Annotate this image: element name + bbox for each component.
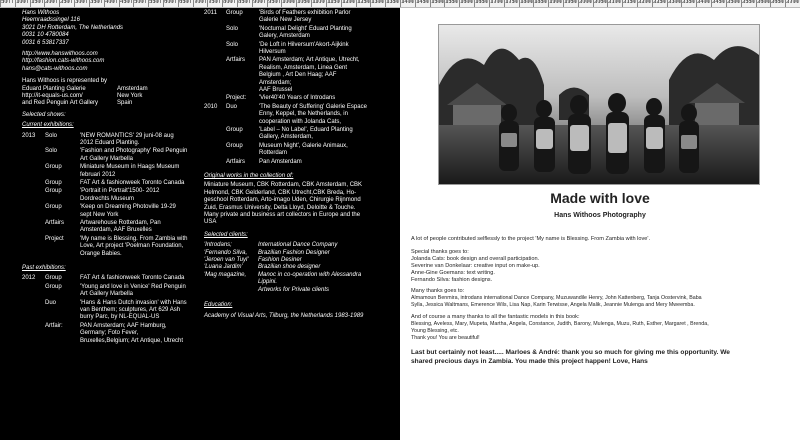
exhibition-desc: Pan Amsterdam xyxy=(259,158,302,165)
special-thanks-line: Jolanda Cats: book design and overall participation. xyxy=(411,255,540,262)
exhibition-desc: 'Keep on Dreaming Photoville 19-29 xyxy=(80,204,176,211)
exhibition-type: Artfairs xyxy=(226,158,246,165)
exhibition-desc: Germany; Foto Fever, xyxy=(80,330,139,337)
exhibition-desc: burry Parc, by NL-EQUAL-US xyxy=(80,314,160,321)
models-line: Thank you! You are beautiful! xyxy=(411,334,480,341)
exhibition-type: Duo xyxy=(45,299,57,306)
ruler-label: 1900 xyxy=(549,0,563,5)
page-subtitle: Hans Withoos Photography xyxy=(554,212,646,219)
ruler-label: 150 xyxy=(31,0,42,5)
ruler-label: 2700 xyxy=(786,0,800,5)
exhibition-desc: 'Vier40'40 Years of Introdans xyxy=(259,95,336,102)
ruler-minor-tick xyxy=(145,0,146,3)
models-heading: And of course a many thanks to all the fantastic models in this book: xyxy=(411,314,580,321)
ruler-label: 2050 xyxy=(594,0,608,5)
exhibition-desc: Galerie New Jersey xyxy=(259,17,312,24)
ruler-label: 1950 xyxy=(564,0,578,5)
collection-line: Zuid, Erasmus University, Delta Lloyd, Deloitte & Touche. xyxy=(204,204,356,211)
exhibition-type: Solo xyxy=(45,148,58,155)
represented-label: Hans Withoos is represented by xyxy=(22,78,108,85)
contact-link: http://www.hanswithoos.com xyxy=(22,51,98,57)
ruler-label: 350 xyxy=(90,0,101,5)
exhibition-desc: Miniature Museum in Haags Museum xyxy=(80,164,180,171)
ruler-label: 400 xyxy=(105,0,116,5)
ruler-minor-tick xyxy=(27,0,28,3)
exhibition-desc: Museum Night', Galerie Animaux, xyxy=(259,142,348,149)
ruler-label: 2000 xyxy=(579,0,593,5)
exhibition-desc: Galery, Amsterdam xyxy=(259,33,310,40)
closing-line: shared precious days in Zambia. You made this project happen! Love, Hans xyxy=(411,358,648,366)
ruler-label: 2150 xyxy=(623,0,637,5)
closing-line: Last but certainly not least..... Marloes & André: thank you so much for giving me this opportunity. We xyxy=(411,348,730,356)
ruler-minor-tick xyxy=(86,0,87,3)
exhibition-desc: Belgium , Art Den Haag; AAF xyxy=(259,72,337,79)
exhibition-desc: 2012 Eduard Planting. xyxy=(80,140,140,146)
ruler-label: 2600 xyxy=(757,0,771,5)
collection-line: Many private and business art collectors in Europe and the xyxy=(204,212,361,218)
exhibition-type: Group xyxy=(226,10,243,16)
special-thanks-line: Anne-Gine Goemans: text writing. xyxy=(411,269,495,276)
exhibition-desc: Rotterdam xyxy=(259,150,288,157)
client-desc: Lippini. xyxy=(258,279,278,286)
exhibition-desc: 'The Beauty of Suffering' Galerie Espace xyxy=(259,103,367,110)
gallery-name: Eduard Planting Galerie xyxy=(22,85,86,92)
exhibition-desc: Art Gallery Marbella xyxy=(80,291,134,298)
contact-line: 3021 DH Rotterdam, The Netherlands xyxy=(22,24,124,31)
exhibition-desc: FAT Art & fashionweek Toronto Canada xyxy=(80,275,185,282)
exhibition-type: Artfairs xyxy=(226,57,246,64)
ruler-label: 2100 xyxy=(608,0,622,5)
models-line: Young Blessing, etc. xyxy=(411,327,459,334)
client-name: 'Jeroen van Tuyl' xyxy=(204,257,249,263)
ruler-label: 200 xyxy=(45,0,56,5)
ruler-label: 1100 xyxy=(312,0,325,5)
exhibition-type: Solo xyxy=(45,132,58,139)
women-dancing-photo xyxy=(439,25,759,184)
exhibition-desc: Amsterdam, AAF Bruxelles xyxy=(80,227,152,234)
many-thanks-heading: Many thanks goes to: xyxy=(411,288,465,295)
education-line: Academy of Visual Arts, Tilburg, the Netherlands 1983-1989 xyxy=(204,313,364,320)
exhibition-year: 2011 xyxy=(204,10,217,16)
selected-shows-heading: Selected shows: xyxy=(22,111,66,118)
artist-name: Hans Withoos xyxy=(22,10,60,16)
ruler-minor-tick xyxy=(56,0,57,3)
ruler-label: 1050 xyxy=(297,0,311,5)
exhibition-type: Artfairs xyxy=(45,220,65,226)
contact-line: 0031 6 53817337 xyxy=(22,39,69,46)
exhibition-year: 2013 xyxy=(22,132,36,139)
ruler-minor-tick xyxy=(279,0,280,3)
exhibition-desc: 'Fashion and Photography' Red Penguin xyxy=(80,148,188,155)
ruler-label: 650 xyxy=(179,0,190,5)
ruler-label: 1550 xyxy=(445,0,459,5)
gallery-name: and Red Penguin Art Gallery xyxy=(22,100,99,107)
ruler-minor-tick xyxy=(12,0,13,3)
contact-line: Heemraadssingel 116 xyxy=(22,17,80,24)
client-name: 'Luana Jardim' xyxy=(204,264,243,271)
exhibition-type: Project xyxy=(45,235,64,242)
ruler-label: 450 xyxy=(120,0,131,5)
exhibition-type: Project: xyxy=(226,95,247,102)
client-name: 'Introdans; xyxy=(204,242,232,249)
exhibition-desc: 'My name is Blessing. From Zambia with xyxy=(80,235,188,242)
ruler-label: 500 xyxy=(134,0,145,5)
ruler-label: 600 xyxy=(164,0,175,5)
education-heading: Education: xyxy=(204,302,233,308)
left-page xyxy=(0,8,400,440)
ruler-label: 250 xyxy=(60,0,71,5)
exhibition-desc: PAN Amsterdam; AAF Hamburg, xyxy=(80,322,167,329)
exhibition-desc: Hilversum xyxy=(259,49,286,55)
ruler-label: 1800 xyxy=(520,0,534,5)
exhibition-desc: 'De Loft in Hilversum'Akort-Aijkink xyxy=(259,41,349,48)
special-thanks-line: Severine van Donkelaar: creative input on make-up. xyxy=(411,262,540,269)
exhibition-desc: 'Hans & Hans Dutch invasion' with Hans xyxy=(80,299,187,306)
special-thanks-heading: Special thanks goes to: xyxy=(411,248,469,255)
exhibition-desc: februari 2012 xyxy=(80,171,116,178)
client-desc: Brazilian shoe designer xyxy=(258,264,321,271)
ruler-label: 2250 xyxy=(653,0,667,5)
exhibition-desc: Realism, Amsterdam, Linea Gent xyxy=(259,64,348,71)
exhibition-desc: 'Label – No Label', Eduard Planting xyxy=(259,127,353,133)
exhibition-desc: FAT Art & fashionweek Toronto Canada xyxy=(80,180,185,186)
gallery-city: Spain xyxy=(117,100,133,107)
ruler-label: 1000 xyxy=(282,0,296,5)
ruler-minor-tick xyxy=(9,0,10,3)
exhibition-desc: Gallery, Amsterdam, xyxy=(259,134,313,141)
exhibition-type: Group xyxy=(45,275,62,282)
ruler-label: 1700 xyxy=(490,0,504,5)
client-desc: Artworks for Private clients xyxy=(258,286,330,293)
exhibition-type: Group xyxy=(45,164,62,171)
ruler-minor-tick xyxy=(42,0,43,3)
exhibition-desc: Orange Babies. xyxy=(80,250,122,257)
ruler-minor-tick xyxy=(131,0,132,3)
exhibition-type: Group xyxy=(45,204,62,211)
collection-line: Helmond, CBK Gelderland, CBK Utrecht,CBK Breda, Ho- xyxy=(204,189,357,196)
ruler-minor-tick xyxy=(71,0,72,3)
exhibition-desc: Artwarehouse Rotterdam, Pan xyxy=(80,220,161,226)
many-thanks-line: Sylla, Jessica Waltmans, Emerence Wils, Lisa Nap, Karin Terwisse, Angela Malik, Jeannie Mulenga and Mery Mweemba. xyxy=(411,302,695,309)
ruler-label: 2450 xyxy=(712,0,726,5)
exhibition-year: 2010 xyxy=(204,103,218,110)
collection-heading: Original works in the collection of: xyxy=(204,173,294,179)
client-desc: Brazilian Fashion Designer xyxy=(258,249,330,256)
ruler-label: 1600 xyxy=(460,0,474,5)
ruler-label: 2650 xyxy=(771,0,785,5)
exhibition-type: Duo xyxy=(226,103,238,110)
group-photo xyxy=(438,24,760,185)
ruler-label: 850 xyxy=(238,0,249,5)
exhibition-type: Solo xyxy=(226,41,239,48)
right-page xyxy=(400,8,800,440)
ruler-minor-tick xyxy=(234,0,235,3)
ruler-label: 1850 xyxy=(534,0,548,5)
exhibition-desc: Dordrechts Museum xyxy=(80,195,135,202)
contact-link: http://fashion.cats-withoos.com xyxy=(22,58,105,65)
ruler-label: 100 xyxy=(16,0,27,5)
collection-line: Miniature Museum, CBK Rotterdam, CBK Amsterdam, CBK xyxy=(204,182,363,189)
ruler-label: 2550 xyxy=(742,0,756,5)
ruler-label: 1250 xyxy=(357,0,371,5)
ruler-label: 1400 xyxy=(401,0,415,5)
clients-heading: Selected clients: xyxy=(204,231,248,238)
exhibition-desc: sept New York xyxy=(80,211,119,218)
ruler-label: 950 xyxy=(268,0,279,5)
ruler-label: 700 xyxy=(194,0,205,5)
ruler-label: 2300 xyxy=(668,0,682,5)
exhibition-type: Solo xyxy=(226,25,239,32)
gallery-city: Amsterdam xyxy=(117,85,148,92)
exhibition-desc: 'Birds of Feathers exhibition Parlor xyxy=(259,10,351,16)
ruler-label: 300 xyxy=(75,0,86,5)
ruler-label: 800 xyxy=(223,0,234,5)
exhibition-desc: Bruxelles,Belgium; Art Antique, Utrecht xyxy=(80,337,184,344)
ruler-minor-tick xyxy=(249,0,250,3)
client-desc: International Dance Company xyxy=(258,242,338,249)
collection-line: geschool Rotterdam, Arto-imago Uden, Chirurgie Rijnmond xyxy=(204,197,361,204)
ruler-label: 1150 xyxy=(327,0,340,5)
client-name: 'Fernando Silva, xyxy=(204,249,248,256)
client-desc: Manoc in co-operation with Alessandra xyxy=(258,271,362,278)
client-desc: Fashion Desiner xyxy=(258,257,302,263)
exhibition-year: 2012 xyxy=(22,275,36,282)
exhibition-type: Group xyxy=(45,188,62,195)
ruler-label: 750 xyxy=(208,0,219,5)
ruler-label: 1350 xyxy=(386,0,400,5)
ruler-label: 1650 xyxy=(475,0,489,5)
exhibition-desc: 'Portrait in Portrait'1500- 2012 xyxy=(80,188,160,195)
contact-link: hans@cats-withoos.com xyxy=(22,65,88,72)
top-ruler xyxy=(0,0,800,8)
past-exhibitions-heading: Past exhibitions: xyxy=(22,265,66,271)
ruler-label: 1750 xyxy=(505,0,519,5)
exhibition-desc: Love, Art project 'Poelman Foundation, xyxy=(80,243,184,250)
exhibition-type: Group xyxy=(226,127,243,133)
models-line: Blessing, Aveless, Mary, Mupeta, Martha, Angela, Constance, Judith, Barony, Mulenga, Muzu, Ruth, Esther, Margaret , Brenda, xyxy=(411,321,709,327)
contact-line: 0031 10 4780084 xyxy=(22,32,69,39)
ruler-label: 1500 xyxy=(431,0,445,5)
ruler-label: 2200 xyxy=(638,0,652,5)
ruler-label: 2400 xyxy=(697,0,711,5)
special-thanks-line: Fernando Silva: fashion designs. xyxy=(411,276,493,283)
ruler-label: 550 xyxy=(149,0,160,5)
intro-text: A lot of people contributed selflessly to the project 'My name is Blessing. From Zambia with love'. xyxy=(411,236,651,242)
client-name: 'Mag magazine, xyxy=(204,271,247,278)
current-exhibitions-heading: Current exhibitions: xyxy=(22,122,74,129)
exhibition-type: Artfair: xyxy=(45,322,63,329)
exhibition-desc: PAN Amsterdam; Art Antique, Utrecht, xyxy=(259,57,360,64)
exhibition-desc: AAF Brussel xyxy=(259,87,293,93)
ruler-minor-tick xyxy=(219,0,220,3)
exhibition-desc: van Benthem; sculptures, Art 629 Ash xyxy=(80,307,181,313)
ruler-label: 2500 xyxy=(727,0,741,5)
gallery-city: New York xyxy=(117,93,143,99)
exhibition-type: Group xyxy=(45,283,62,290)
ruler-label: 900 xyxy=(253,0,264,5)
exhibition-desc: 'Young and love in Venice' Red Penguin xyxy=(80,283,186,290)
ruler-label: 50 xyxy=(1,0,8,5)
ruler-minor-tick xyxy=(160,0,161,3)
ruler-minor-tick xyxy=(264,0,265,3)
exhibition-type: Group xyxy=(226,142,243,149)
ruler-minor-tick xyxy=(116,0,117,3)
page-title: Made with love xyxy=(550,190,650,206)
exhibition-desc: Amsterdam; xyxy=(259,79,292,86)
exhibition-desc: cooperation with Jolanda Cats, xyxy=(259,118,342,125)
collection-line: USA xyxy=(204,219,217,226)
ruler-minor-tick xyxy=(190,0,191,3)
gallery-name: http://it-equals-us.com/ xyxy=(22,93,83,99)
exhibition-desc: 'Nocturnal Delight' Eduard Planting xyxy=(259,25,352,32)
ruler-label: 1300 xyxy=(371,0,385,5)
many-thanks-line: Almamoun Benmira, introdans international Dance Company, Muzuwandile Henry, John Kattenberg, Tanja Oostervink, Baba xyxy=(411,295,702,302)
exhibition-type: Group xyxy=(45,180,62,186)
exhibition-desc: 'NEW ROMANTICS' 29 juni-08 aug xyxy=(80,132,174,139)
ruler-minor-tick xyxy=(175,0,176,3)
exhibition-desc: Art Gallery Marbella xyxy=(80,155,134,162)
ruler-label: 1450 xyxy=(416,0,430,5)
ruler-label: 2350 xyxy=(682,0,696,5)
ruler-label: 1200 xyxy=(342,0,356,5)
ruler-minor-tick xyxy=(101,0,102,3)
ruler-minor-tick xyxy=(205,0,206,3)
exhibition-desc: Enny, Keppel, the Netherlands, in xyxy=(259,111,348,118)
